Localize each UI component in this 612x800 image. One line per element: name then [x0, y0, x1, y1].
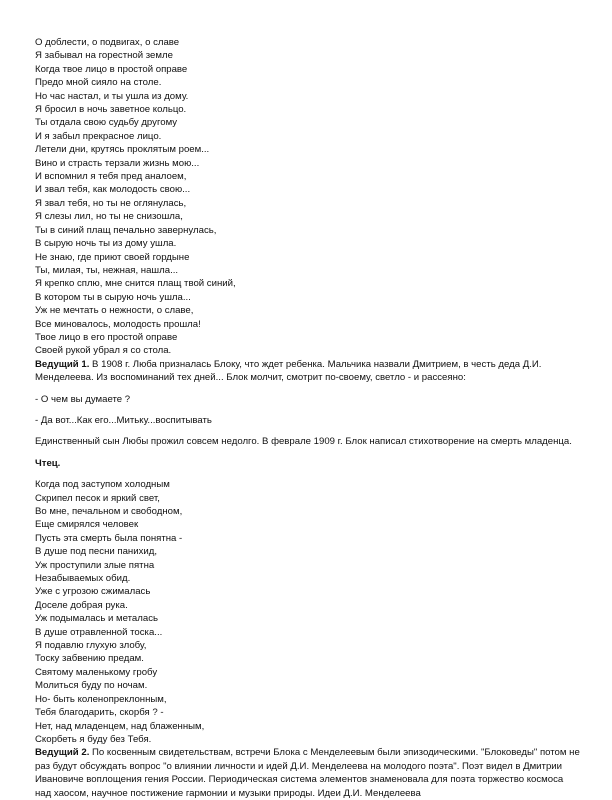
- poem-line: О доблести, о подвигах, о славе: [35, 37, 180, 48]
- poem-line: Вино и страсть терзали жизнь мою...: [35, 157, 200, 169]
- poem-line: И вспомнил я тебя пред аналоем,: [35, 171, 187, 183]
- quote-second: - Да вот...Как его...Митьку...воспитывать: [35, 414, 212, 426]
- quote-first: - О чем вы думаете ?: [35, 393, 131, 405]
- document-page: [35, 36, 580, 800]
- poem-line: Пусть эта смерть была понятна -: [35, 532, 183, 544]
- poem-line: Я подавлю глухую злобу,: [35, 640, 147, 652]
- host1-speaker: Ведущий 1.: [35, 358, 90, 370]
- poem-line: Но час настал, и ты ушла из дому.: [35, 90, 189, 102]
- poem-line: Ты, милая, ты, нежная, нашла...: [35, 264, 179, 276]
- poem-line: Нет, над младенцем, над блаженным,: [35, 720, 205, 732]
- poem-line: И я забыл прекрасное лицо.: [35, 130, 162, 142]
- poem-line: Все миновалось, молодость прошла!: [35, 318, 201, 330]
- poem-line: Святому маленькому гробу: [35, 666, 158, 678]
- poem-line: Твое лицо в его простой оправе: [35, 331, 178, 343]
- poem-line: Тебя благодарить, скорбя ? -: [35, 707, 164, 719]
- poem-line: Скорбеть я буду без Тебя.: [35, 733, 152, 745]
- poem-line: В сырую ночь ты из дому ушла.: [35, 238, 177, 250]
- poem-line: Доселе добрая рука.: [35, 599, 128, 611]
- poem-line: Во мне, печальном и свободном,: [35, 506, 183, 517]
- poem-first: [35, 36, 580, 358]
- poem-line: Я бросил в ночь заветное кольцо.: [35, 104, 187, 116]
- host2-text: По косвенным свидетельствам, встречи Блока с Менделеевым были эпизодическими. "Блоковеды" потом не раз будут обсуждать вопрос "о влиянии личности и идей Д.И. Менделеева на молодого поэта". Поэт видел в Дмитрии Ивановиче воплощения гения России. Периодическая система элементов знаменовала для поэта торжество космоса над хаосом, научное постижение гармонии и музыки природы. Идеи Д.И. Менделеева: [35, 747, 580, 799]
- poem-line: Уж не мечтать о нежности, о славе,: [35, 305, 194, 317]
- poem-line: В душе под песни панихид,: [35, 546, 157, 558]
- poem-line: Скрипел песок и яркий свет,: [35, 492, 160, 504]
- poem-line: Уж проступили злые пятна: [35, 559, 155, 571]
- poem-line: В котором ты в сырую ночь ушла...: [35, 291, 191, 303]
- poem-line: Летели дни, крутясь проклятым роем...: [35, 144, 210, 156]
- poem-line: Я крепко сплю, мне снится плащ твой синий,: [35, 278, 236, 290]
- son-paragraph: Единственный сын Любы прожил совсем недолго. В феврале 1909 г. Блок написал стихотворение на смерть младенца.: [35, 436, 572, 448]
- poem-line: И звал тебя, как молодость свою...: [35, 184, 191, 196]
- poem-line: Незабываемых обид.: [35, 573, 131, 585]
- poem-line: Молиться буду по ночам.: [35, 680, 148, 692]
- poem-line: Я звал тебя, но ты не оглянулась,: [35, 197, 187, 209]
- poem-line: Тоску забвению предам.: [35, 653, 144, 665]
- poem-line: Своей рукой убрал я со стола.: [35, 345, 172, 357]
- host1-text: В 1908 г. Люба призналась Блоку, что ждет ребенка. Мальчика назвали Дмитрием, в честь деда Д.И. Менделеева. Из воспоминаний тех дней... Блок молчит, смотрит по-своему, светло - и рассеяно:: [35, 358, 542, 384]
- host1-paragraph: [35, 358, 580, 385]
- poem-line: Не знаю, где приют своей гордыне: [35, 251, 190, 263]
- poem-line: Уже с угрозою сжималась: [35, 586, 151, 598]
- poem-line: Еще смирялся человек: [35, 519, 139, 531]
- poem-line: Ты отдала свою судьбу другому: [35, 117, 178, 129]
- host2-speaker: Ведущий 2.: [35, 747, 90, 759]
- poem-line: Когда под заступом холодным: [35, 479, 170, 491]
- poem-second: [35, 478, 580, 746]
- poem-line: Предо мной сияло на столе.: [35, 77, 162, 89]
- poem-line: Но- быть коленопреклонным,: [35, 693, 167, 705]
- poem-line: В душе отравленной тоска...: [35, 626, 163, 638]
- poem-line: Уж подымалась и металась: [35, 613, 158, 625]
- poem-line: Я слезы лил, но ты не снизошла,: [35, 211, 183, 223]
- poem-line: Я забывал на горестной земле: [35, 50, 173, 62]
- poem-line: Ты в синий плащ печально завернулась,: [35, 224, 217, 236]
- poem-line: Когда твое лицо в простой оправе: [35, 63, 188, 75]
- reader-label: Чтец.: [35, 457, 61, 469]
